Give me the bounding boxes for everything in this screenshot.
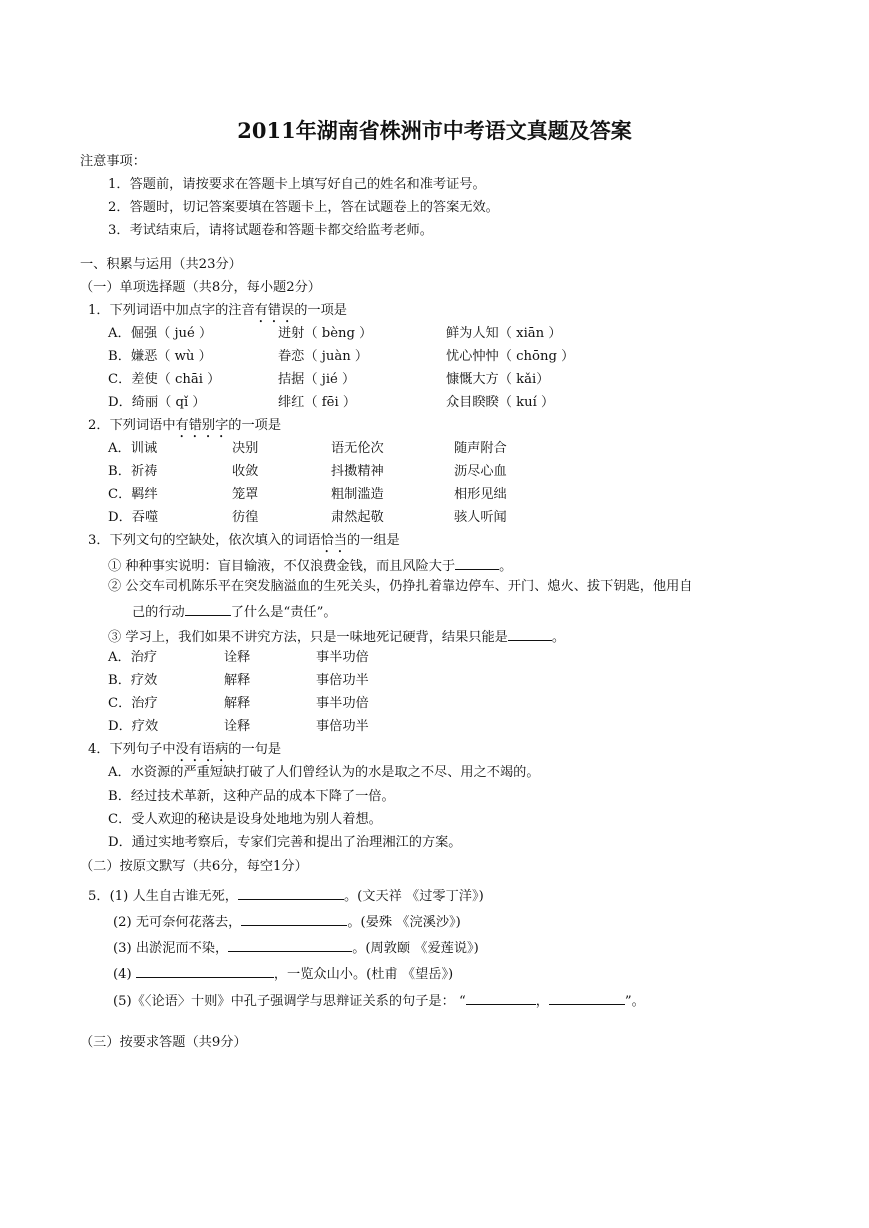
fill-blank [136,963,274,978]
q1-option-a-3: 鲜为人知（ xiān ） [446,326,562,341]
q3-option: C．治疗 [108,696,158,711]
q2-option: 收敛 [232,464,259,479]
q1-option-a-2: 迸射（ bèng ） [278,326,373,341]
question-2-stem: 2．下列词语中有错别字的一项是 [88,418,282,433]
q2-option: 粗制滥造 [331,487,384,502]
q1-option-c-3: 慷慨大方（ kǎi） [446,372,550,387]
q4-option: B．经过技术革新，这种产品的成本下降了一倍。 [108,789,395,804]
fill-blank [455,555,499,570]
notice-item: 3．考试结束后，请将试题卷和答题卡都交给监考老师。 [108,223,433,238]
q5-line-3: (3) 出淤泥而不染， 。(周敦颐 《爱莲说》) [113,937,479,958]
notice-heading: 注意事项： [80,154,146,169]
notice-item: 2．答题时，切记答案要填在答题卡上，答在试题卷上的答案无效。 [108,200,499,215]
fill-blank [238,885,344,900]
fill-blank [549,990,625,1005]
fill-blank [241,911,347,926]
q2-option: 随声附合 [454,441,507,456]
section-heading: 一、积累与运用（共23分） [80,257,242,272]
q2-option: 抖擞精神 [331,464,384,479]
q1-option-d-1: D．绮丽（ qǐ ） [108,395,206,410]
q3-option: 事半功倍 [316,696,369,711]
q4-option: C．受人欢迎的秘诀是设身处地地为别人着想。 [108,812,382,827]
q1-option-b-3: 忧心忡忡（ chōng ） [446,349,575,364]
fill-blank [508,626,552,641]
q3-option: 解释 [224,696,251,711]
q5-line-1: 5．(1) 人生自古谁无死， 。(文天祥 《过零丁洋》) [88,885,484,906]
q1-option-d-2: 绯红（ fēi ） [278,395,357,410]
q1-option-b-1: B．嫌恶（ wù ） [108,349,212,364]
q5-line-5: (5)《〈论语〉十则》中孔子强调学与思辩证关系的句子是： “ ， ”。 [113,990,645,1011]
q2-option: 沥尽心血 [454,464,507,479]
q5-line-4: (4) ，一览众山小。(杜甫 《望岳》) [113,963,453,984]
q2-option: 骇人听闻 [454,510,507,525]
q3-option: 事倍功半 [316,673,369,688]
subsection-heading: （二）按原文默写（共6分，每空1分） [80,859,308,874]
q2-option: 语无伦次 [331,441,384,456]
q2-option: C．羁绊 [108,487,158,502]
q3-option: D．疗效 [108,719,159,734]
q3-option: B．疗效 [108,673,158,688]
q3-sentence-3: ③ 学习上，我们如果不讲究方法，只是一味地死记硬背，结果只能是 。 [108,626,565,647]
q3-option: 诠释 [224,719,251,734]
page-title: 2011年湖南省株洲市中考语文真题及答案 [237,118,632,143]
q1-option-c-2: 拮据（ jié ） [278,372,356,387]
q3-option: 诠释 [224,650,251,665]
question-1-stem: 1．下列词语中加点字的注音有错误的一项是 [88,303,347,318]
q2-option: 彷徨 [232,510,259,525]
fill-blank [466,990,536,1005]
q2-option: B．祈祷 [108,464,158,479]
q3-option: 解释 [224,673,251,688]
q1-option-d-3: 众目睽睽（ kuí ） [446,395,555,410]
fill-blank [185,601,231,616]
q5-line-2: (2) 无可奈何花落去， 。(晏殊 《浣溪沙》) [113,911,461,932]
q3-sentence-2: ② 公交车司机陈乐平在突发脑溢血的生死关头，仍挣扎着靠边停车、开门、熄火、拔下钥匙，他用自 [108,579,693,594]
q3-option: 事倍功半 [316,719,369,734]
q2-option: 相形见绌 [454,487,507,502]
q2-option: 笼罩 [232,487,259,502]
q2-option: A．训诫 [108,441,158,456]
q2-option: 肃然起敬 [331,510,384,525]
q4-option: D．通过实地考察后，专家们完善和提出了治理湘江的方案。 [108,835,462,850]
subsection-heading: （三）按要求答题（共9分） [80,1035,247,1050]
q1-option-c-1: C．差使（ chāi ） [108,372,221,387]
notice-item: 1．答题前，请按要求在答题卡上填写好自己的姓名和准考证号。 [108,177,486,192]
fill-blank [228,937,352,952]
q2-option: D．吞噬 [108,510,159,525]
q1-option-b-2: 眷恋（ juàn ） [278,349,369,364]
q3-option: A．治疗 [108,650,158,665]
q2-option: 决别 [232,441,259,456]
q3-sentence-2-cont: 己的行动 了什么是“责任”。 [132,601,337,622]
subsection-heading: （一）单项选择题（共8分，每小题2分） [80,280,321,295]
question-3-stem: 3．下列文句的空缺处，依次填入的词语恰当的一组是 [88,533,400,548]
question-4-stem: 4．下列句子中没有语病的一句是 [88,742,282,757]
q3-sentence-1: ① 种种事实说明：盲目输液，不仅浪费金钱，而且风险大于 。 [108,555,512,576]
q4-option: A．水资源的严重短缺打破了人们曾经认为的水是取之不尽、用之不竭的。 [108,765,540,780]
q1-option-a-1: A．倔强（ jué ） [108,326,213,341]
q3-option: 事半功倍 [316,650,369,665]
